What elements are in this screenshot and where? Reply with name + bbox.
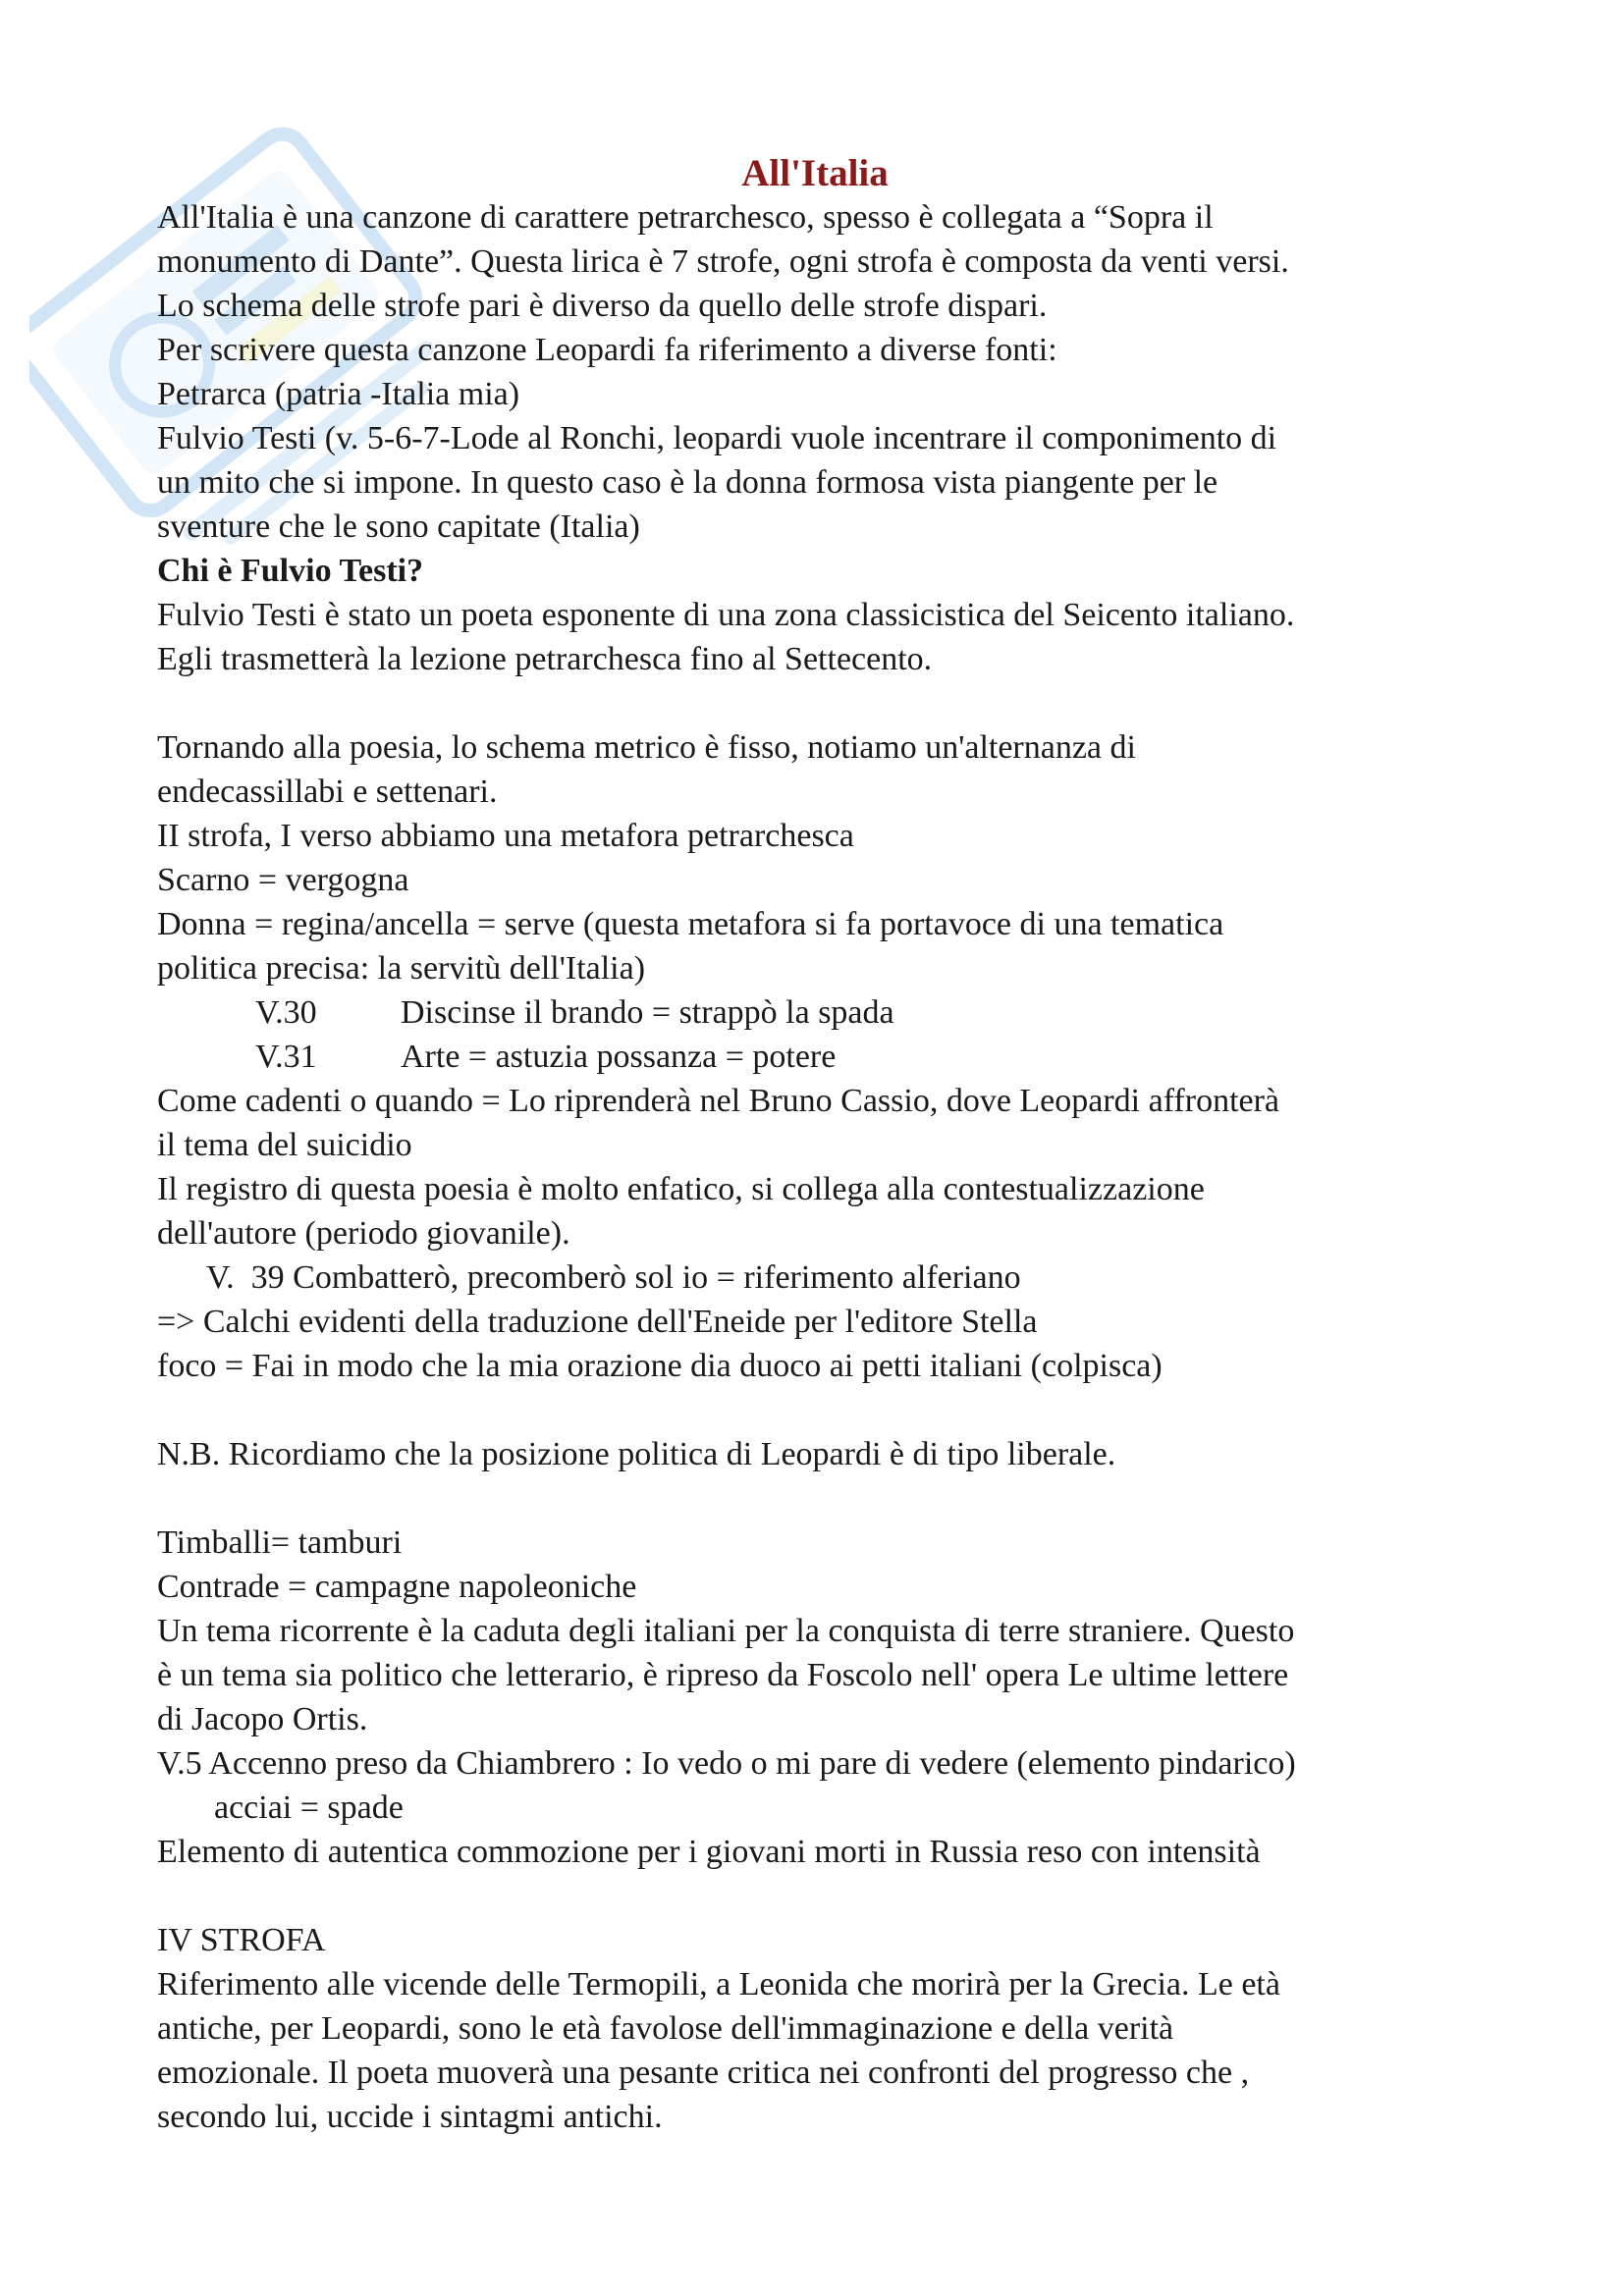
document-body [157, 152, 1473, 2139]
text-line: V. 39 Combatterò, precomberò sol io = riferimento alferiano [206, 1259, 1021, 1296]
text-line: Fulvio Testi è stato un poeta esponente di una zona classicistica del Seicento italiano. [157, 597, 1295, 633]
section-heading: Chi è Fulvio Testi? [157, 553, 424, 589]
text-line: Contrade = campagne napoleoniche [157, 1569, 637, 1605]
text-line: è un tema sia politico che letterario, è ripreso da Foscolo nell' opera Le ultime lettere [157, 1657, 1289, 1693]
text-line: monumento di Dante”. Questa lirica è 7 strofe, ogni strofa è composta da venti versi. [157, 243, 1289, 280]
text-line: emozionale. Il poeta muoverà una pesante critica nei confronti del progresso che , [157, 2055, 1250, 2091]
text-line: antiche, per Leopardi, sono le età favolose dell'immaginazione e della verità [157, 2010, 1174, 2047]
text-line: il tema del suicidio [157, 1127, 412, 1163]
text-line: Come cadenti o quando = Lo riprenderà nel Bruno Cassio, dove Leopardi affronterà [157, 1083, 1280, 1119]
verse-ref: V.31 [255, 1039, 317, 1075]
text-line: politica precisa: la servitù dell'Italia) [157, 950, 646, 987]
blank-line [157, 1388, 1473, 1432]
text-line: Riferimento alle vicende delle Termopili, a Leonida che morirà per la Grecia. Le età [157, 1966, 1280, 2002]
text-line: dell'autore (periodo giovanile). [157, 1215, 570, 1252]
text-line: Scarno = vergogna [157, 862, 409, 898]
text-line: Tornando alla poesia, lo schema metrico è fisso, notiamo un'alternanza di [157, 729, 1136, 766]
text-line: acciai = spade [214, 1789, 404, 1826]
verse-line [157, 990, 1473, 1035]
text-line: Per scrivere questa canzone Leopardi fa riferimento a diverse fonti: [157, 332, 1057, 368]
text-line: => Calchi evidenti della traduzione dell'Eneide per l'editore Stella [157, 1304, 1038, 1340]
section-heading: IV STROFA [157, 1922, 326, 1958]
document-title: All'Italia [741, 152, 889, 194]
text-line: Petrarca (patria -Italia mia) [157, 376, 520, 412]
text-line: Elemento di autentica commozione per i giovani morti in Russia reso con intensità [157, 1834, 1261, 1870]
text-line: All'Italia è una canzone di carattere petrarchesco, spesso è collegata a “Sopra il [157, 199, 1214, 236]
blank-line [157, 1874, 1473, 1918]
text-line: Donna = regina/ancella = serve (questa metafora si fa portavoce di una tematica [157, 906, 1224, 942]
text-line: Egli trasmetterà la lezione petrarchesca fino al Settecento. [157, 641, 933, 677]
text-line: II strofa, I verso abbiamo una metafora petrarchesca [157, 818, 854, 854]
text-line: sventure che le sono capitate (Italia) [157, 508, 640, 545]
text-line: endecassillabi e settenari. [157, 774, 498, 810]
text-line: N.B. Ricordiamo che la posizione politica di Leopardi è di tipo liberale. [157, 1436, 1116, 1472]
blank-line [157, 1476, 1473, 1521]
text-line: secondo lui, uccide i sintagmi antichi. [157, 2099, 663, 2135]
text-line: un mito che si impone. In questo caso è la donna formosa vista piangente per le [157, 464, 1218, 501]
text-line: di Jacopo Ortis. [157, 1701, 368, 1737]
text-line: Timballi= tamburi [157, 1524, 403, 1561]
text-line: Un tema ricorrente è la caduta degli italiani per la conquista di terre straniere. Questo [157, 1613, 1295, 1649]
verse-line [157, 1035, 1473, 1079]
text-line: Il registro di questa poesia è molto enfatico, si collega alla contestualizzazione [157, 1171, 1205, 1207]
blank-line [157, 681, 1473, 725]
text-line: Lo schema delle strofe pari è diverso da quello delle strofe dispari. [157, 288, 1048, 324]
text-line: foco = Fai in modo che la mia orazione dia duoco ai petti italiani (colpisca) [157, 1348, 1163, 1384]
verse-text: Discinse il brando = strappò la spada [401, 994, 894, 1031]
verse-text: Arte = astuzia possanza = potere [401, 1039, 837, 1075]
text-line: V.5 Accenno preso da Chiambrero : Io vedo o mi pare di vedere (elemento pindarico) [157, 1745, 1296, 1782]
text-line: Fulvio Testi (v. 5-6-7-Lode al Ronchi, leopardi vuole incentrare il componimento di [157, 420, 1277, 456]
verse-ref: V.30 [255, 994, 317, 1031]
